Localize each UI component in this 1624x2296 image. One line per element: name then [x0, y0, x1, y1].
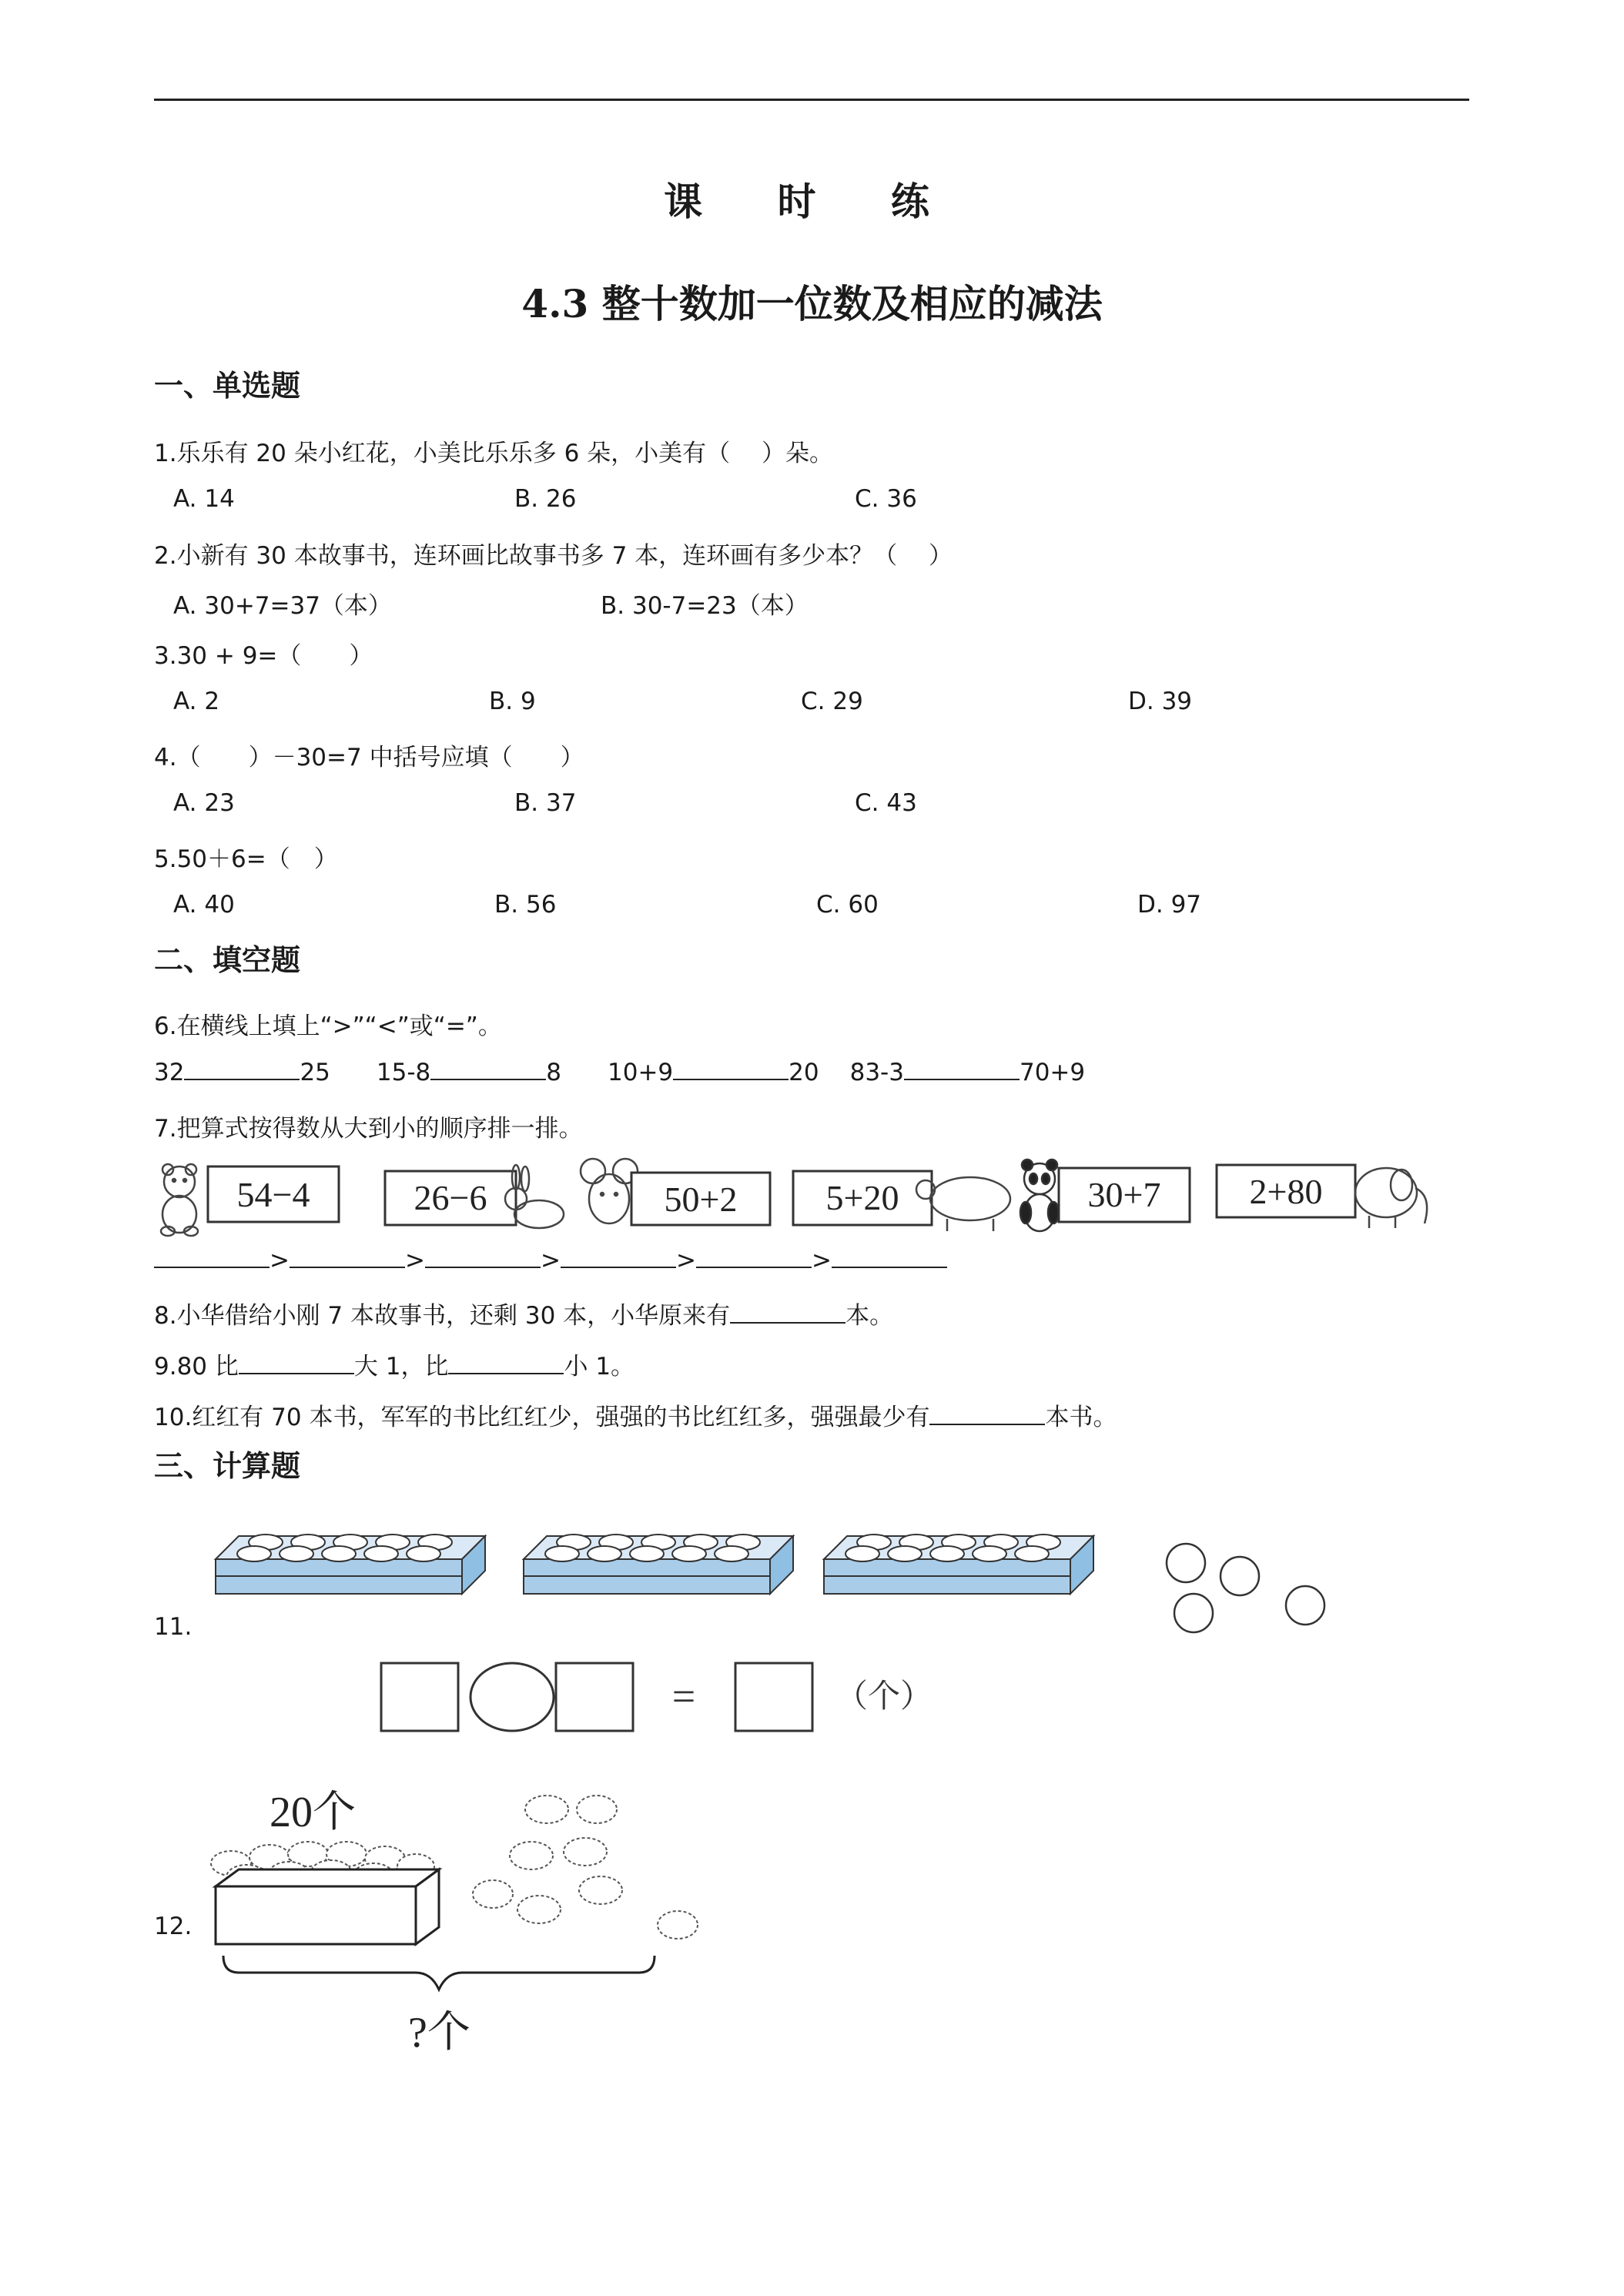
- q8-text-end: 本。: [845, 1302, 894, 1330]
- q11-box-1[interactable]: [381, 1663, 458, 1731]
- q7-blank-2[interactable]: [290, 1245, 405, 1268]
- section-heading-single-choice: 一、单选题: [154, 369, 301, 403]
- q2-option-b[interactable]: B. 30-7=23（本）: [601, 592, 809, 620]
- elephant-icon: [1355, 1168, 1427, 1228]
- q3-option-c[interactable]: C. 29: [801, 688, 863, 715]
- q1-option-b[interactable]: B. 26: [514, 485, 577, 513]
- q8-text: 8.小华借给小刚 7 本故事书，还剩 30 本，小华原来有: [154, 1302, 731, 1330]
- mouse-icon: [581, 1159, 638, 1223]
- q7-sep-4: >: [675, 1247, 696, 1274]
- q7-card-5-label: 30+7: [1087, 1175, 1161, 1214]
- q5-option-c[interactable]: C. 60: [816, 891, 879, 919]
- q7-card-1: [161, 1164, 339, 1236]
- q1-option-c[interactable]: C. 36: [855, 485, 917, 513]
- q6-item3-left: 10+9: [608, 1059, 674, 1086]
- section-heading-calculation: 三、计算题: [154, 1449, 301, 1483]
- question-6: 6.在横线上填上“>”“<”或“=”。: [154, 1012, 502, 1040]
- q6-blank-4[interactable]: [904, 1057, 1020, 1080]
- q7-card-2-label: 26−6: [414, 1178, 487, 1217]
- q10-text: 10.红红有 70 本书，军军的书比红红少，强强的书比红红多，强强最少有: [154, 1404, 930, 1431]
- q9-blank-1[interactable]: [239, 1351, 354, 1374]
- question-10: [154, 1397, 1117, 1432]
- q3-option-d[interactable]: D. 39: [1128, 688, 1193, 715]
- question-3: 3.30 + 9=（ ）: [154, 642, 373, 670]
- q7-card-4: [793, 1171, 1010, 1231]
- egg-tray-1: [216, 1535, 485, 1594]
- q7-sep-5: >: [811, 1247, 832, 1274]
- q8-blank[interactable]: [730, 1300, 845, 1324]
- q7-card-3-label: 50+2: [664, 1180, 738, 1219]
- page-title: 课 时 练: [664, 179, 960, 224]
- q10-blank[interactable]: [929, 1402, 1045, 1425]
- q5-option-d[interactable]: D. 97: [1137, 891, 1202, 919]
- q7-sep-1: >: [270, 1247, 290, 1274]
- q7-answer-row: [154, 1245, 947, 1274]
- q12-label: 12.: [154, 1913, 193, 1940]
- q12-brace: [223, 1956, 655, 1990]
- q4-option-c[interactable]: C. 43: [855, 789, 917, 817]
- q7-blank-5[interactable]: [696, 1245, 812, 1268]
- q11-figure: [208, 1528, 1348, 1736]
- q3-option-a[interactable]: A. 2: [173, 688, 220, 715]
- teddy-bear-icon: [161, 1164, 198, 1236]
- bun-basket: [211, 1842, 439, 1944]
- q9-text: 9.80 比: [154, 1353, 239, 1381]
- q12-top-label: 20个: [270, 1789, 356, 1836]
- q12-figure: [208, 1779, 716, 2087]
- q11-box-result[interactable]: [735, 1663, 812, 1731]
- q6-blank-1[interactable]: [184, 1057, 300, 1080]
- q1-option-a[interactable]: A. 14: [173, 485, 235, 513]
- q7-card-6-label: 2+80: [1249, 1172, 1323, 1211]
- loose-buns: [473, 1796, 698, 1939]
- q5-option-b[interactable]: B. 56: [494, 891, 557, 919]
- q7-card-4-label: 5+20: [825, 1178, 899, 1217]
- loose-eggs: [1167, 1544, 1324, 1632]
- q11-box-2[interactable]: [556, 1663, 633, 1731]
- q10-text-end: 本书。: [1045, 1404, 1117, 1431]
- section-heading-fill-blank: 二、填空题: [154, 943, 301, 977]
- q11-operator-circle[interactable]: [470, 1663, 554, 1731]
- q12-bottom-label: ?个: [408, 2009, 470, 2057]
- q7-sep-3: >: [540, 1247, 561, 1274]
- q4-option-b[interactable]: B. 37: [514, 789, 577, 817]
- q7-card-6: [1217, 1165, 1427, 1228]
- q11-label: 11.: [154, 1613, 193, 1641]
- question-2: 2.小新有 30 本故事书，连环画比故事书多 7 本，连环画有多少本？（ ）: [154, 542, 953, 570]
- q5-option-a[interactable]: A. 40: [173, 891, 235, 919]
- question-4: 4.（ ）－30=7 中括号应填（ ）: [154, 744, 584, 771]
- q9-text-mid: 大 1，比: [353, 1353, 449, 1381]
- q6-item2-left: 15-8: [376, 1059, 431, 1086]
- panda-icon: [1020, 1160, 1059, 1231]
- q2-option-a[interactable]: A. 30+7=37（本）: [173, 592, 392, 620]
- q6-comparison-row: [154, 1057, 1085, 1086]
- q11-equation: [381, 1663, 812, 1731]
- egg-tray-2: [524, 1535, 793, 1594]
- q7-blank-6[interactable]: [832, 1245, 947, 1268]
- q6-item1-right: 25: [300, 1059, 330, 1086]
- q6-item3-right: 20: [789, 1059, 819, 1086]
- header-rule: [154, 99, 1469, 101]
- q7-card-5: [1020, 1160, 1190, 1231]
- q9-text-end: 小 1。: [564, 1353, 635, 1381]
- q11-equals: =: [671, 1673, 696, 1719]
- q4-option-a[interactable]: A. 23: [173, 789, 235, 817]
- q7-blank-1[interactable]: [154, 1245, 270, 1268]
- q7-card-1-label: 54−4: [236, 1175, 310, 1214]
- question-1: 1.乐乐有 20 朵小红花，小美比乐乐多 6 朵，小美有（ ）朵。: [154, 440, 834, 467]
- q6-blank-2[interactable]: [430, 1057, 546, 1080]
- q6-item4-right: 70+9: [1019, 1059, 1086, 1086]
- q7-blank-3[interactable]: [425, 1245, 541, 1268]
- question-8: [154, 1296, 893, 1330]
- q3-option-b[interactable]: B. 9: [489, 688, 536, 715]
- q6-item4-left: 83-3: [849, 1059, 904, 1086]
- question-9: [154, 1347, 635, 1381]
- q7-sep-2: >: [404, 1247, 425, 1274]
- q11-unit: （个）: [835, 1679, 933, 1715]
- q6-item1-left: 32: [154, 1059, 185, 1086]
- q9-blank-2[interactable]: [448, 1351, 564, 1374]
- q6-item2-right: 8: [546, 1059, 561, 1086]
- q7-expression-cards: [154, 1151, 1432, 1243]
- q7-blank-4[interactable]: [561, 1245, 676, 1268]
- question-5: 5.50＋6=（ ）: [154, 845, 338, 873]
- q6-blank-3[interactable]: [673, 1057, 789, 1080]
- q7-card-2: [385, 1165, 564, 1228]
- egg-tray-3: [824, 1535, 1093, 1594]
- page-subtitle: 4.3 整十数加一位数及相应的减法: [521, 281, 1103, 326]
- q7-card-3: [581, 1159, 770, 1225]
- question-7: 7.把算式按得数从大到小的顺序排一排。: [154, 1115, 583, 1143]
